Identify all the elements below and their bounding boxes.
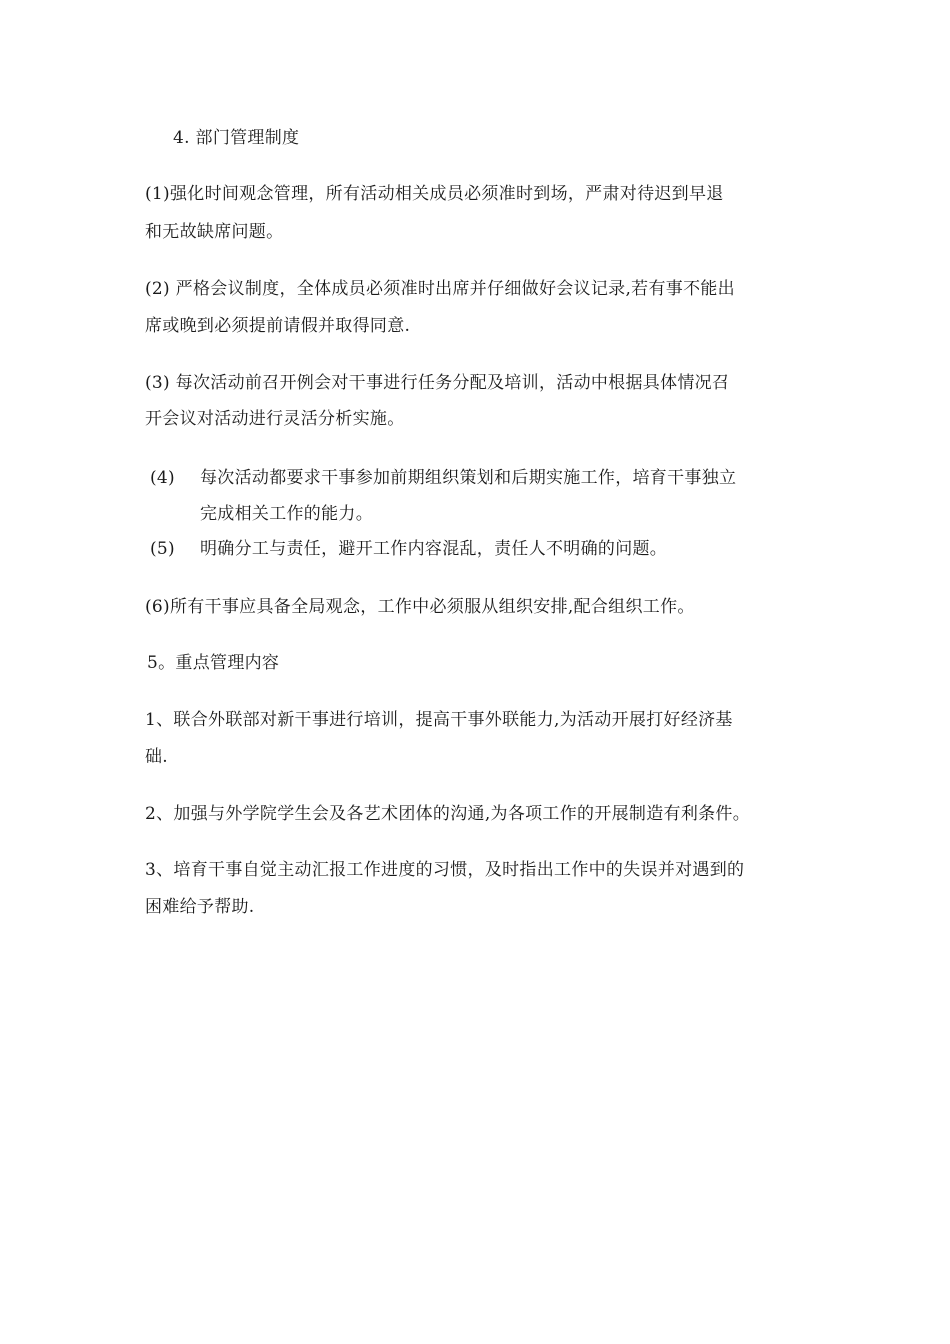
- rule-4-number: (4): [150, 468, 175, 488]
- item-1-line-2: 础.: [145, 747, 169, 767]
- item-1-line-1: 1、联合外联部对新干事进行培训，提高干事外联能力,为活动开展打好经济基: [145, 710, 733, 730]
- rule-2-line-1: (2) 严格会议制度，全体成员必须准时出席并仔细做好会议记录,若有事不能出: [145, 279, 735, 299]
- rule-6-line-1: (6)所有干事应具备全局观念，工作中必须服从组织安排,配合组织工作。: [145, 597, 695, 617]
- rule-4-text: 每次活动都要求干事参加前期组织策划和后期实施工作，培育干事独立: [200, 468, 737, 488]
- rule-3-line-1: (3) 每次活动前召开例会对干事进行任务分配及培训，活动中根据具体情况召: [145, 373, 730, 393]
- section-4-heading: 4. 部门管理制度: [173, 128, 300, 148]
- rule-5-text: 明确分工与责任，避开工作内容混乱，责任人不明确的问题。: [200, 539, 668, 559]
- rule-4-line-1: [150, 461, 736, 495]
- section-5-heading: 5。重点管理内容: [147, 653, 280, 673]
- rule-5-line-1: [150, 532, 667, 566]
- rule-5-number: (5): [150, 539, 175, 559]
- rule-1-line-2: 和无故缺席问题。: [145, 222, 284, 242]
- item-2-line-1: 2、加强与外学院学生会及各艺术团体的沟通,为各项工作的开展制造有利条件。: [145, 804, 751, 824]
- rule-1-line-1: (1)强化时间观念管理，所有活动相关成员必须准时到场，严肃对待迟到早退: [145, 184, 724, 204]
- rule-3-line-2: 开会议对活动进行灵活分析实施。: [145, 409, 405, 429]
- item-3-line-2: 困难给予帮助.: [145, 897, 255, 917]
- rule-4-line-2: 完成相关工作的能力。: [200, 504, 373, 524]
- item-3-line-1: 3、培育干事自觉主动汇报工作进度的习惯，及时指出工作中的失误并对遇到的: [145, 860, 745, 880]
- rule-2-line-2: 席或晚到必须提前请假并取得同意.: [145, 316, 411, 336]
